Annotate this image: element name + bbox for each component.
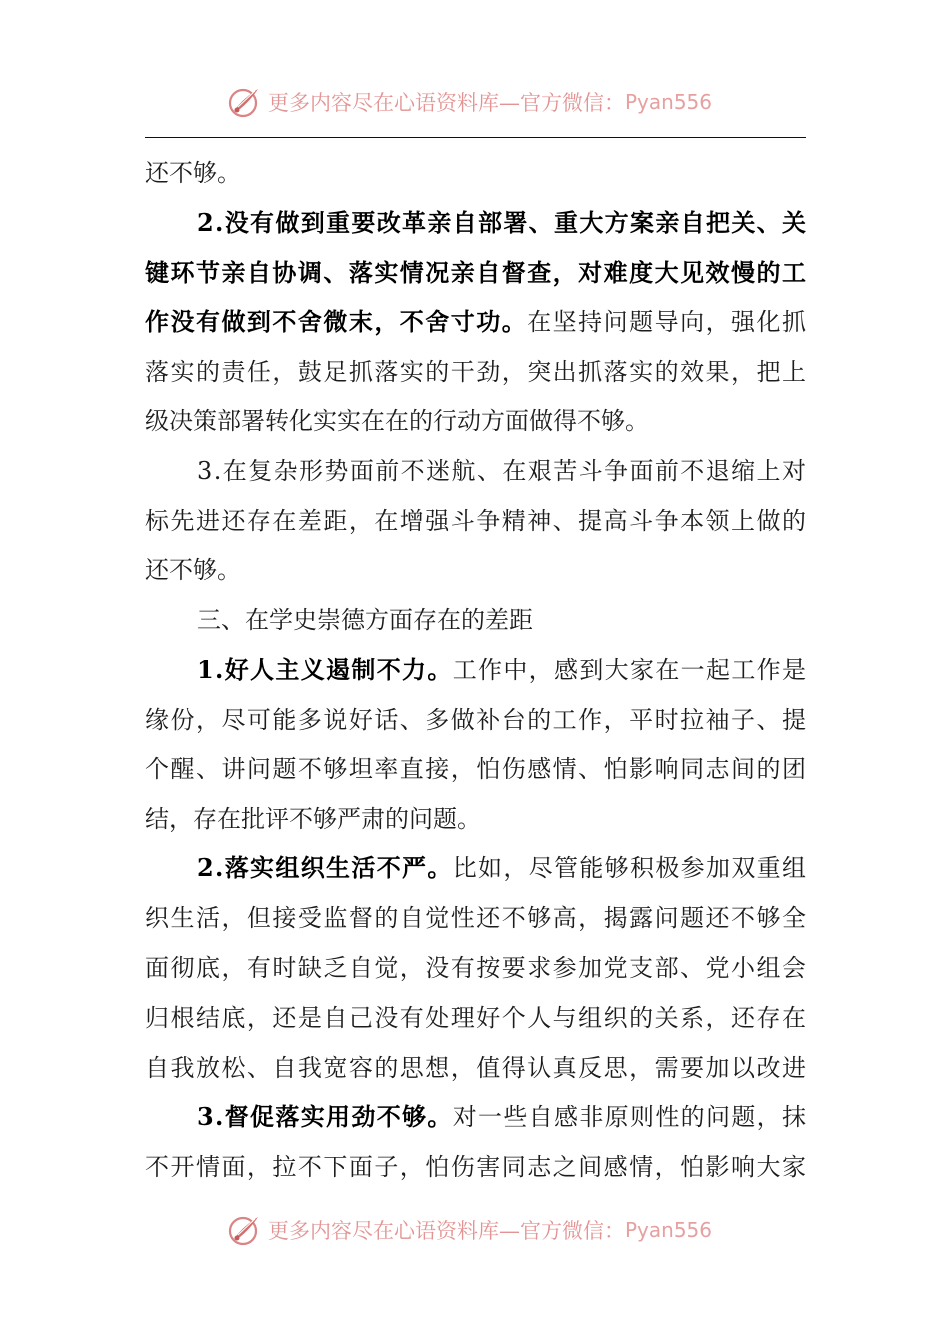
watermark <box>228 1210 712 1250</box>
body-text: 还不够。 <box>145 159 241 187</box>
paragraph-line <box>145 405 649 437</box>
body-text: 在坚持问题导向，强化抓 <box>527 308 808 336</box>
body-text: 结，存在批评不够严肃的问题。 <box>145 805 481 833</box>
bold-heading-text: 1.好人主义遏制不力。 <box>197 655 453 684</box>
paragraph-line <box>145 1052 807 1084</box>
body-text: 级决策部署转化实实在在的行动方面做得不够。 <box>145 407 649 435</box>
watermark <box>228 82 712 122</box>
body-text: 还不够。 <box>145 556 241 584</box>
paragraph-line <box>145 704 807 736</box>
body-text: 三、在学史崇德方面存在的差距 <box>197 606 533 634</box>
paragraph-line <box>145 554 241 586</box>
paragraph-line <box>145 1002 807 1034</box>
paragraph-line <box>145 257 807 289</box>
paragraph-line <box>145 505 807 537</box>
watermark-id: Pyan556 <box>625 90 713 114</box>
body-text: 自我放松、自我宽容的思想，值得认真反思，需要加以改进 <box>145 1054 808 1082</box>
body-text: 个醒、讲问题不够坦率直接，怕伤感情、怕影响同志间的团 <box>145 755 808 783</box>
paragraph-line <box>197 654 807 686</box>
paragraph-line <box>197 604 533 636</box>
paragraph-line <box>197 207 807 239</box>
bold-heading-text: 作没有做到不舍微末，不舍寸功。 <box>145 307 528 336</box>
bold-heading-text: 3.督促落实用劲不够。 <box>197 1102 453 1131</box>
paragraph-line <box>145 753 807 785</box>
body-text: 工作中，感到大家在一起工作是 <box>452 656 808 684</box>
bold-heading-text: 2.没有做到重要改革亲自部署、重大方案亲自把关、关 <box>197 208 808 237</box>
body-text: 缘份，尽可能多说好话、多做补台的工作，平时拉袖子、提 <box>145 706 808 734</box>
bold-heading-text: 键环节亲自协调、落实情况亲自督查，对难度大见效慢的工 <box>145 258 808 287</box>
footer-watermark <box>0 1210 950 1250</box>
body-text: 比如，尽管能够积极参加双重组 <box>452 854 808 882</box>
quill-logo-icon <box>228 85 262 119</box>
body-text: 3.在复杂形势面前不迷航、在艰苦斗争面前不退缩上对 <box>197 457 808 485</box>
header-rule <box>145 137 806 138</box>
paragraph-line <box>145 356 807 388</box>
body-text: 归根结底，还是自己没有处理好个人与组织的关系，还存在 <box>145 1004 808 1032</box>
paragraph-line <box>145 803 481 835</box>
paragraph-line <box>145 157 241 189</box>
paragraph-line <box>197 852 807 884</box>
body-text: 不开情面，拉不下面子，怕伤害同志之间感情，怕影响大家 <box>145 1153 808 1181</box>
body-text: 落实的责任，鼓足抓落实的干劲，突出抓落实的效果，把上 <box>145 358 808 386</box>
paragraph-line <box>145 952 807 984</box>
body-text: 标先进还存在差距，在增强斗争精神、提高斗争本领上做的 <box>145 507 808 535</box>
watermark-text: 更多内容尽在心语资料库—官方微信： <box>268 1219 625 1243</box>
body-text: 织生活，但接受监督的自觉性还不够高，揭露问题还不够全 <box>145 904 808 932</box>
paragraph-line <box>145 902 807 934</box>
header-watermark <box>0 82 950 122</box>
watermark-id: Pyan556 <box>625 1218 713 1242</box>
quill-logo-icon <box>228 1213 262 1247</box>
paragraph-line <box>197 1101 807 1133</box>
body-text: 面彻底，有时缺乏自觉，没有按要求参加党支部、党小组会 <box>145 954 808 982</box>
body-text: 对一些自感非原则性的问题，抹 <box>452 1103 808 1131</box>
paragraph-line <box>145 1151 807 1183</box>
bold-heading-text: 2.落实组织生活不严。 <box>197 853 453 882</box>
paragraph-line <box>145 306 807 338</box>
paragraph-line <box>197 455 807 487</box>
watermark-text: 更多内容尽在心语资料库—官方微信： <box>268 91 625 115</box>
